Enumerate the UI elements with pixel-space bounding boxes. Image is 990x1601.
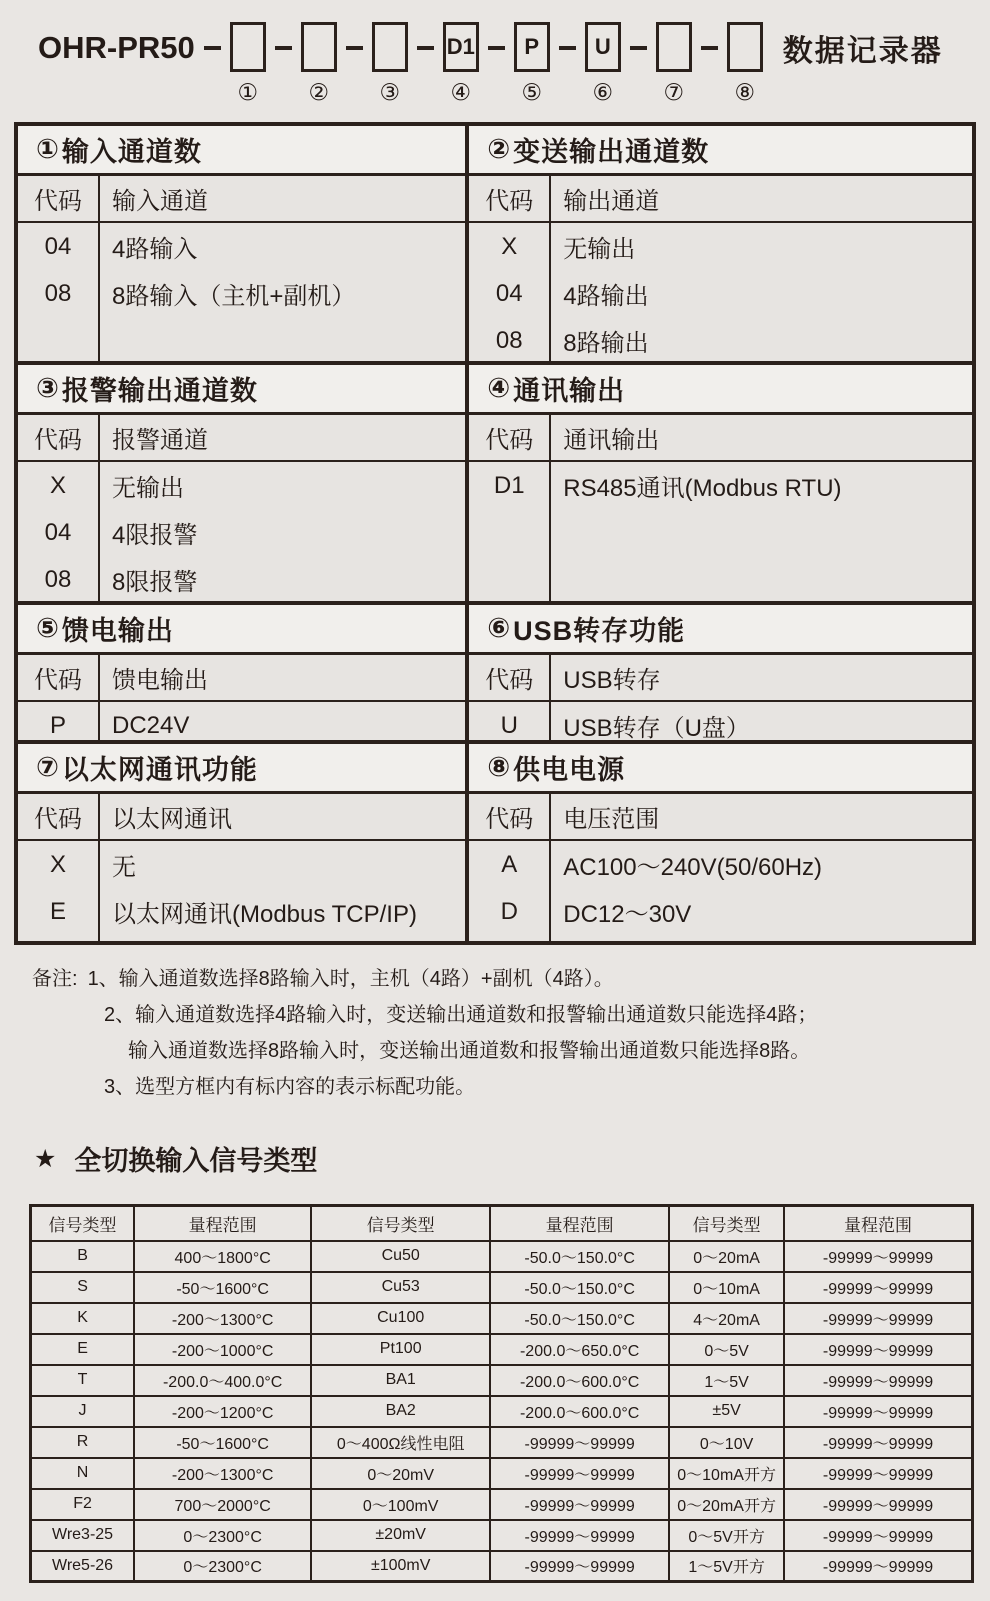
desc-cell: 无输出 bbox=[112, 475, 184, 502]
code-header: 代码 bbox=[18, 415, 98, 462]
note-line bbox=[104, 997, 976, 1033]
range-cell: 700～2000°C bbox=[134, 1489, 311, 1520]
signal-section-heading bbox=[34, 1139, 976, 1178]
desc-cell: 4路输入 bbox=[112, 236, 198, 263]
signal-type-cell: S bbox=[31, 1272, 135, 1303]
model-ordering-line bbox=[38, 22, 976, 104]
dash-separator bbox=[275, 22, 292, 74]
product-name: 数据记录器 bbox=[782, 35, 943, 68]
code-header: 代码 bbox=[469, 415, 549, 462]
signal-table-row bbox=[31, 1396, 973, 1427]
range-cell: -200.0～650.0°C bbox=[490, 1334, 669, 1365]
desc-cell: AC100～240V(50/60Hz) bbox=[563, 854, 823, 881]
signal-heading-text: 全切换输入信号类型 bbox=[74, 1146, 318, 1176]
slot-number: ③ bbox=[379, 79, 401, 105]
col-header-range: 量程范围 bbox=[134, 1206, 311, 1241]
code-header: 代码 bbox=[18, 655, 98, 702]
signal-type-cell: BA1 bbox=[311, 1365, 490, 1396]
note-line bbox=[104, 1069, 976, 1105]
section-number: ⑤ bbox=[36, 613, 60, 643]
col-header-signal-type: 信号类型 bbox=[311, 1206, 490, 1241]
star-icon: ★ bbox=[34, 1144, 57, 1173]
signal-type-cell: 0～10mA bbox=[669, 1272, 784, 1303]
range-cell: -200～1300°C bbox=[134, 1458, 311, 1489]
signal-type-cell: J bbox=[31, 1396, 135, 1427]
range-cell: -200.0～400.0°C bbox=[134, 1365, 311, 1396]
range-cell: -50.0～150.0°C bbox=[490, 1303, 669, 1334]
section-transmit-output-channels bbox=[469, 126, 972, 361]
value-header: 输入通道 bbox=[98, 176, 465, 223]
column-divider bbox=[549, 655, 551, 740]
signal-table-row bbox=[31, 1489, 973, 1520]
signal-type-cell: Cu100 bbox=[311, 1303, 490, 1334]
code-header: 代码 bbox=[469, 655, 549, 702]
section-title-text: USB转存功能 bbox=[513, 616, 686, 646]
section-ethernet-function bbox=[18, 740, 469, 941]
signal-table-header-row bbox=[31, 1206, 973, 1241]
column-divider bbox=[98, 794, 100, 941]
section-power-supply bbox=[469, 740, 972, 941]
code-cell: X bbox=[49, 471, 66, 499]
section-title bbox=[469, 126, 972, 176]
signal-table-row bbox=[31, 1303, 973, 1334]
section-number: ⑥ bbox=[487, 613, 512, 643]
signal-type-cell: Wre3-25 bbox=[31, 1520, 135, 1551]
section-title-text: 变送输出通道数 bbox=[513, 137, 710, 167]
code-cell: D1 bbox=[493, 471, 525, 499]
signal-type-cell: Cu53 bbox=[311, 1272, 490, 1303]
range-cell: -99999～99999 bbox=[490, 1427, 669, 1458]
col-header-range: 量程范围 bbox=[490, 1206, 669, 1241]
model-code-box: U bbox=[585, 22, 621, 72]
desc-cell: DC12～30V bbox=[563, 901, 692, 928]
value-header: USB转存 bbox=[549, 655, 972, 702]
signal-type-cell: 0～10V bbox=[669, 1427, 784, 1458]
section-number: ⑧ bbox=[487, 752, 512, 782]
range-cell: -99999～99999 bbox=[490, 1489, 669, 1520]
model-slot bbox=[195, 22, 266, 104]
section-communication-output bbox=[469, 361, 972, 601]
section-title bbox=[18, 126, 465, 176]
desc-cell: 4路输出 bbox=[563, 283, 649, 310]
code-header: 代码 bbox=[18, 176, 98, 223]
section-title bbox=[469, 365, 972, 415]
desc-cell: 4限报警 bbox=[112, 522, 198, 549]
desc-cell: USB转存（U盘） bbox=[563, 715, 750, 740]
range-cell: -99999～99999 bbox=[784, 1520, 972, 1551]
note-line bbox=[128, 1033, 976, 1069]
signal-type-cell: 4～20mA bbox=[669, 1303, 784, 1334]
code-header: 代码 bbox=[469, 176, 549, 223]
column-divider bbox=[549, 176, 551, 361]
model-code-box bbox=[372, 22, 408, 72]
code-cell: P bbox=[49, 711, 66, 739]
col-header-range: 量程范围 bbox=[784, 1206, 972, 1241]
range-cell: -99999～99999 bbox=[490, 1520, 669, 1551]
range-cell: -50.0～150.0°C bbox=[490, 1241, 669, 1272]
dash-separator bbox=[701, 22, 718, 74]
slot-number: ⑥ bbox=[592, 79, 614, 105]
signal-type-cell: Cu50 bbox=[311, 1241, 490, 1272]
range-cell: -50.0～150.0°C bbox=[490, 1272, 669, 1303]
signal-type-cell: 0～20mA bbox=[669, 1241, 784, 1272]
model-code-box: D1 bbox=[443, 22, 479, 72]
desc-cell: 8路输出 bbox=[563, 330, 649, 357]
desc-cell: 无 bbox=[112, 854, 136, 881]
value-header: 输出通道 bbox=[549, 176, 972, 223]
signal-type-cell: N bbox=[31, 1458, 135, 1489]
range-cell: -99999～99999 bbox=[784, 1551, 972, 1582]
slot-number: ⑦ bbox=[663, 79, 685, 105]
code-cell: 04 bbox=[495, 279, 523, 307]
model-code-box bbox=[656, 22, 692, 72]
signal-type-cell: Wre5-26 bbox=[31, 1551, 135, 1582]
model-code-box bbox=[727, 22, 763, 72]
model-slot bbox=[266, 22, 337, 104]
range-cell: -99999～99999 bbox=[784, 1458, 972, 1489]
model-slots bbox=[195, 22, 763, 104]
section-title bbox=[469, 605, 972, 655]
value-header: 报警通道 bbox=[98, 415, 465, 462]
section-title-text: 馈电输出 bbox=[61, 616, 174, 646]
code-cell: 08 bbox=[44, 279, 72, 307]
section-input-channels bbox=[18, 126, 469, 361]
section-title-text: 以太网通讯功能 bbox=[61, 755, 258, 785]
signal-type-cell: ±100mV bbox=[311, 1551, 490, 1582]
range-cell: 0～2300°C bbox=[134, 1551, 311, 1582]
signal-table-row bbox=[31, 1365, 973, 1396]
section-number: ② bbox=[487, 134, 512, 164]
signal-type-cell: R bbox=[31, 1427, 135, 1458]
model-slot bbox=[550, 22, 621, 104]
slot-number: ⑧ bbox=[734, 79, 756, 105]
signal-table-row bbox=[31, 1458, 973, 1489]
section-title bbox=[18, 744, 465, 794]
signal-table-row bbox=[31, 1551, 973, 1582]
section-title bbox=[469, 744, 972, 794]
col-header-signal-type: 信号类型 bbox=[669, 1206, 784, 1241]
section-number: ④ bbox=[487, 373, 512, 403]
signal-type-cell: 0～20mV bbox=[311, 1458, 490, 1489]
dash-separator bbox=[630, 22, 647, 74]
slot-number: ① bbox=[237, 79, 259, 105]
range-cell: -99999～99999 bbox=[490, 1551, 669, 1582]
code-cell: 04 bbox=[44, 232, 72, 260]
range-cell: 400～1800°C bbox=[134, 1241, 311, 1272]
section-alarm-output-channels bbox=[18, 361, 469, 601]
range-cell: -99999～99999 bbox=[784, 1427, 972, 1458]
range-cell: -99999～99999 bbox=[784, 1272, 972, 1303]
code-header: 代码 bbox=[469, 794, 549, 841]
signal-table-row bbox=[31, 1334, 973, 1365]
range-cell: -99999～99999 bbox=[784, 1489, 972, 1520]
desc-cell: 8路输入（主机+副机） bbox=[112, 283, 356, 310]
note-2-continued: 输入通道数选择8路输入时，变送输出通道数和报警输出通道数只能选择8路。 bbox=[128, 1040, 811, 1062]
code-cell: D bbox=[500, 897, 518, 925]
model-slot bbox=[337, 22, 408, 104]
section-title-text: 通讯输出 bbox=[513, 376, 626, 406]
section-title-text: 报警输出通道数 bbox=[61, 376, 258, 406]
model-slot bbox=[479, 22, 550, 104]
desc-cell: RS485通讯(Modbus RTU) bbox=[563, 475, 842, 502]
model-code-box: P bbox=[514, 22, 550, 72]
value-header: 电压范围 bbox=[549, 794, 972, 841]
column-divider bbox=[549, 794, 551, 941]
section-title bbox=[18, 365, 465, 415]
dash-separator bbox=[417, 22, 434, 74]
signal-type-cell: 0～5V开方 bbox=[669, 1520, 784, 1551]
note-line bbox=[32, 961, 976, 997]
signal-type-cell: 0～10mA开方 bbox=[669, 1458, 784, 1489]
signal-type-cell: 0～400Ω线性电阻 bbox=[311, 1427, 490, 1458]
range-cell: -99999～99999 bbox=[490, 1458, 669, 1489]
dash-separator bbox=[346, 22, 363, 74]
code-cell: 08 bbox=[495, 326, 523, 354]
signal-table-row bbox=[31, 1520, 973, 1551]
signal-type-cell: K bbox=[31, 1303, 135, 1334]
signal-types-table bbox=[29, 1204, 974, 1583]
value-header: 通讯输出 bbox=[549, 415, 972, 462]
range-cell: -50～1600°C bbox=[134, 1272, 311, 1303]
note-2: 2、输入通道数选择4路输入时，变送输出通道数和报警输出通道数只能选择4路； bbox=[104, 1004, 818, 1026]
range-cell: 0～2300°C bbox=[134, 1520, 311, 1551]
slot-number: ② bbox=[308, 79, 330, 105]
code-cell: E bbox=[49, 897, 66, 925]
column-divider bbox=[98, 415, 100, 601]
section-title-text: 供电电源 bbox=[513, 755, 626, 785]
signal-type-cell: B bbox=[31, 1241, 135, 1272]
range-cell: -200～1000°C bbox=[134, 1334, 311, 1365]
spec-selection-table bbox=[14, 122, 976, 945]
model-prefix: OHR-PR50 bbox=[38, 30, 195, 65]
column-divider bbox=[98, 655, 100, 740]
model-slot bbox=[408, 22, 479, 104]
notes-block bbox=[32, 961, 976, 1105]
desc-cell: DC24V bbox=[112, 711, 190, 739]
signal-table-row bbox=[31, 1272, 973, 1303]
range-cell: -99999～99999 bbox=[784, 1303, 972, 1334]
signal-type-cell: F2 bbox=[31, 1489, 135, 1520]
value-header: 馈电输出 bbox=[98, 655, 465, 702]
code-header: 代码 bbox=[18, 794, 98, 841]
signal-type-cell: E bbox=[31, 1334, 135, 1365]
signal-type-cell: ±20mV bbox=[311, 1520, 490, 1551]
signal-type-cell: 0～20mA开方 bbox=[669, 1489, 784, 1520]
section-number: ③ bbox=[36, 373, 60, 403]
section-title bbox=[18, 605, 465, 655]
range-cell: -99999～99999 bbox=[784, 1334, 972, 1365]
code-cell: 08 bbox=[44, 565, 72, 593]
desc-cell: 以太网通讯(Modbus TCP/IP) bbox=[112, 901, 417, 928]
range-cell: -200.0～600.0°C bbox=[490, 1365, 669, 1396]
signal-type-cell: 1～5V开方 bbox=[669, 1551, 784, 1582]
signal-type-cell: Pt100 bbox=[311, 1334, 490, 1365]
range-cell: -99999～99999 bbox=[784, 1365, 972, 1396]
dash-separator bbox=[559, 22, 576, 74]
signal-table-row bbox=[31, 1241, 973, 1272]
range-cell: -200～1300°C bbox=[134, 1303, 311, 1334]
range-cell: -99999～99999 bbox=[784, 1241, 972, 1272]
code-cell: 04 bbox=[44, 518, 72, 546]
range-cell: -99999～99999 bbox=[784, 1396, 972, 1427]
code-cell: X bbox=[501, 232, 518, 260]
desc-cell: 8限报警 bbox=[112, 569, 198, 596]
range-cell: -200～1200°C bbox=[134, 1396, 311, 1427]
signal-type-cell: 0～100mV bbox=[311, 1489, 490, 1520]
col-header-signal-type: 信号类型 bbox=[31, 1206, 135, 1241]
section-number: ⑦ bbox=[36, 752, 60, 782]
signal-type-cell: ±5V bbox=[669, 1396, 784, 1427]
section-feed-output bbox=[18, 601, 469, 740]
signal-type-cell: 1～5V bbox=[669, 1365, 784, 1396]
range-cell: -200.0～600.0°C bbox=[490, 1396, 669, 1427]
model-slot bbox=[692, 22, 763, 104]
value-header: 以太网通讯 bbox=[98, 794, 465, 841]
signal-type-cell: T bbox=[31, 1365, 135, 1396]
dash-separator bbox=[204, 22, 221, 74]
note-1: 1、输入通道数选择8路输入时，主机（4路）+副机（4路）。 bbox=[87, 968, 614, 990]
range-cell: -50～1600°C bbox=[134, 1427, 311, 1458]
signal-table-row bbox=[31, 1427, 973, 1458]
column-divider bbox=[549, 415, 551, 601]
model-code-box bbox=[230, 22, 266, 72]
code-cell: U bbox=[500, 711, 518, 739]
section-usb-function bbox=[469, 601, 972, 740]
section-title-text: 输入通道数 bbox=[61, 137, 202, 167]
model-code-box bbox=[301, 22, 337, 72]
code-cell: A bbox=[501, 850, 518, 878]
code-cell: X bbox=[49, 850, 66, 878]
section-number: ① bbox=[36, 134, 60, 164]
note-3: 3、选型方框内有标内容的表示标配功能。 bbox=[104, 1076, 476, 1098]
signal-type-cell: BA2 bbox=[311, 1396, 490, 1427]
signal-type-cell: 0～5V bbox=[669, 1334, 784, 1365]
column-divider bbox=[98, 176, 100, 361]
notes-label: 备注: bbox=[32, 968, 78, 990]
model-slot bbox=[621, 22, 692, 104]
slot-number: ⑤ bbox=[521, 79, 543, 105]
dash-separator bbox=[488, 22, 505, 74]
slot-number: ④ bbox=[450, 79, 472, 105]
desc-cell: 无输出 bbox=[563, 236, 636, 263]
